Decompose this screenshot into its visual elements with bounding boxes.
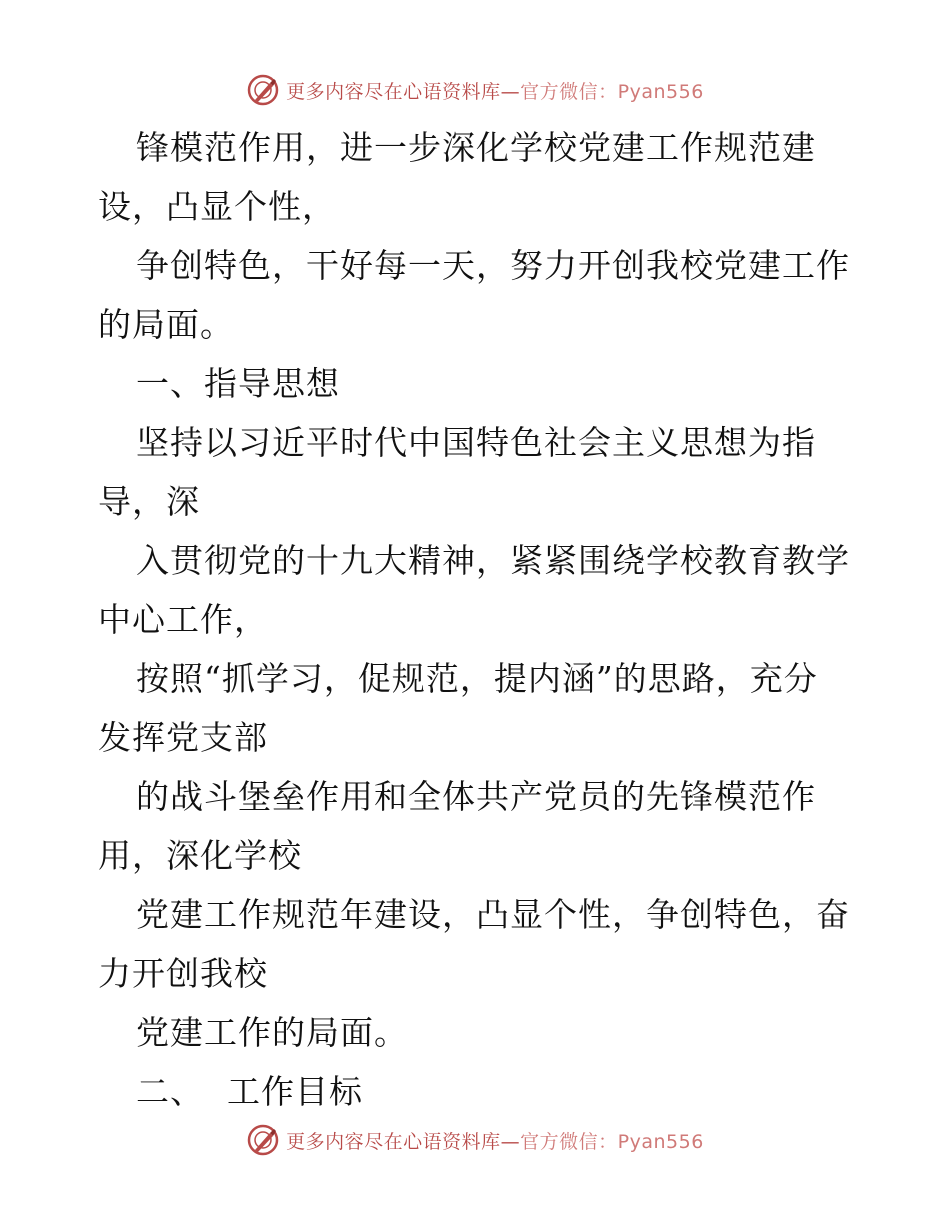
body-line: 锋模范作用，进一步深化学校党建工作规范建: [136, 128, 816, 167]
header-banner-title: 更多内容尽在心语资料库—: [286, 80, 521, 103]
body-line: 用，深化学校: [98, 836, 302, 875]
section-heading: 一、指导思想: [136, 364, 340, 403]
pen-logo-icon: [246, 1123, 280, 1157]
footer-banner-wechat: 官方微信：Pyan556: [520, 1130, 704, 1153]
header-banner-wechat: 官方微信：Pyan556: [520, 80, 704, 103]
body-line: 按照“抓学习，促规范，提内涵”的思路，充分: [136, 659, 818, 698]
body-line: 党建工作的局面。: [136, 1013, 408, 1052]
body-line: 党建工作规范年建设，凸显个性，争创特色，奋: [136, 895, 850, 934]
body-line: 入贯彻党的十九大精神，紧紧围绕学校教育教学: [136, 541, 850, 580]
header-banner-text: [286, 77, 704, 104]
pen-logo-icon: [246, 73, 280, 107]
document-body: [98, 118, 858, 1121]
section-heading: 二、 工作目标: [136, 1072, 363, 1111]
body-line: 中心工作，: [98, 600, 268, 639]
body-line: 导，深: [98, 482, 200, 521]
body-line: 的战斗堡垒作用和全体共产党员的先锋模范作: [136, 777, 816, 816]
body-line: 力开创我校: [98, 954, 268, 993]
body-line: 争创特色，干好每一天，努力开创我校党建工作: [136, 246, 850, 285]
body-line: 发挥党支部: [98, 718, 268, 757]
body-line: 设，凸显个性，: [98, 187, 336, 226]
footer-banner-text: [286, 1127, 704, 1154]
header-banner: [0, 70, 950, 110]
body-line: 的局面。: [98, 305, 234, 344]
footer-banner-title: 更多内容尽在心语资料库—: [286, 1130, 521, 1153]
footer-banner: [0, 1120, 950, 1160]
body-line: 坚持以习近平时代中国特色社会主义思想为指: [136, 423, 816, 462]
